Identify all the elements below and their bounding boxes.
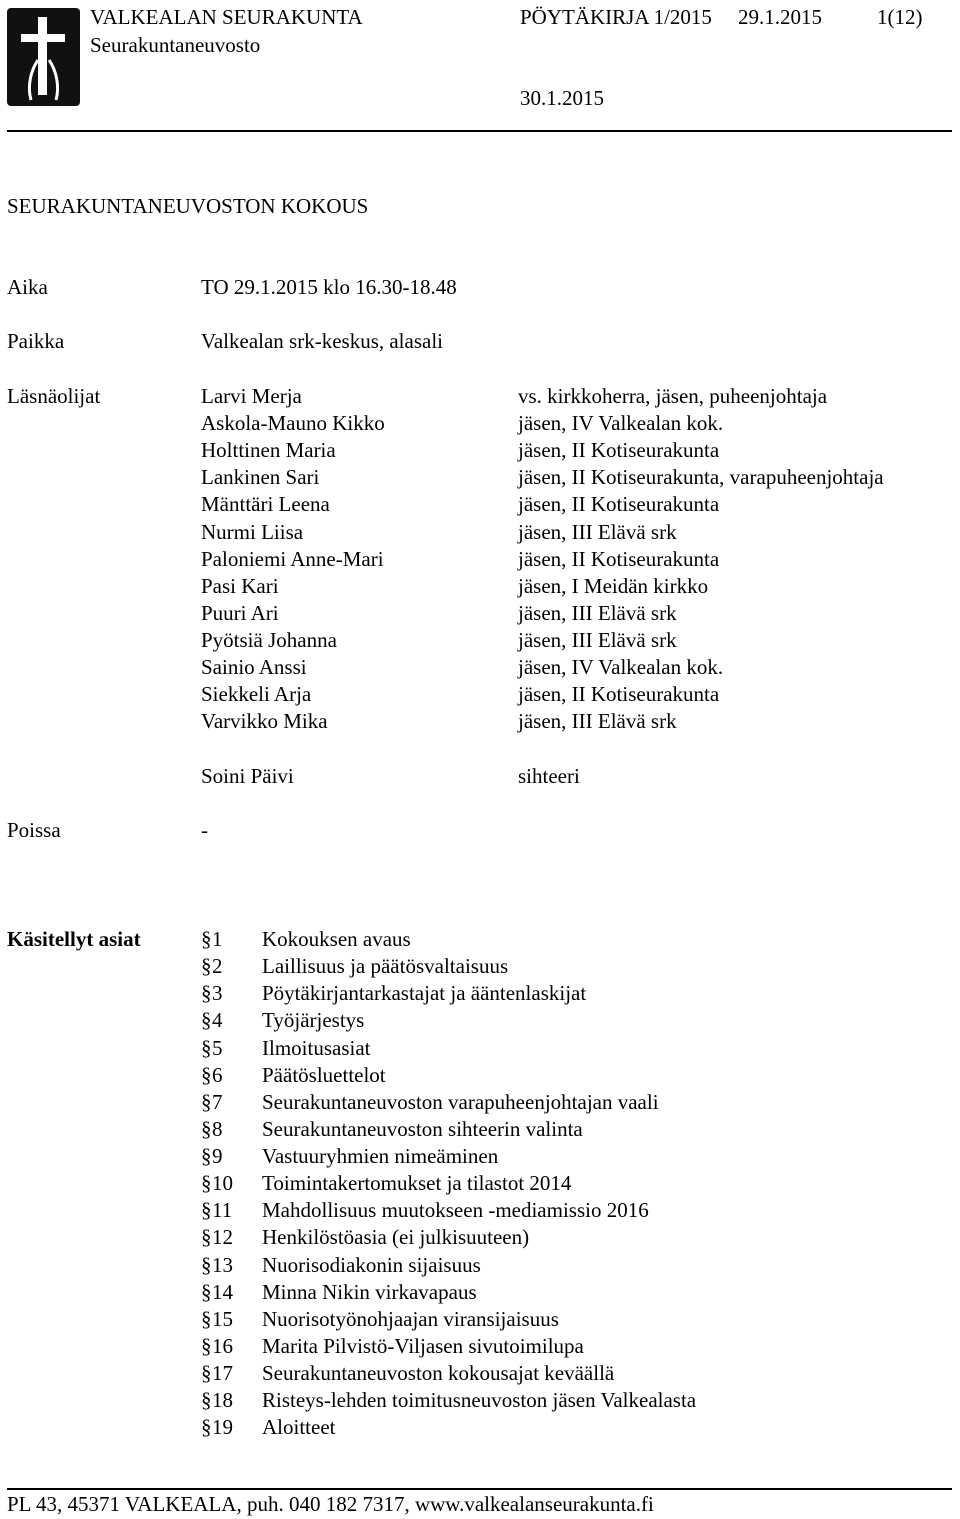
- agenda-item-text: Risteys-lehden toimitusneuvoston jäsen Valkealasta: [262, 1388, 697, 1413]
- attendee-role: jäsen, III Elävä srk: [518, 519, 677, 544]
- attendee-row: [0, 410, 960, 437]
- secretary-role: sihteeri: [518, 764, 580, 788]
- agenda-item-text: Laillisuus ja päätösvaltaisuus: [262, 954, 509, 979]
- section-sign: §: [201, 1415, 212, 1440]
- agenda-item-number: 5: [212, 1035, 223, 1060]
- church-cross-logo-icon: [7, 8, 80, 106]
- section-sign: §: [201, 927, 212, 951]
- footer-contact: PL 43, 45371 VALKEALA, puh. 040 182 7317, www.valkealanseurakunta.fi: [7, 1492, 654, 1516]
- agenda-item: [0, 926, 960, 953]
- attendee-name: Lankinen Sari: [201, 465, 320, 490]
- attendee-row: [0, 464, 960, 491]
- agenda-item-text: Henkilöstöasia (ei julkisuuteen): [262, 1225, 530, 1250]
- attendee-name: Nurmi Liisa: [201, 519, 304, 544]
- attendee-name: Holttinen Maria: [201, 438, 336, 463]
- attendee-row: [0, 546, 960, 573]
- attendee-role: jäsen, III Elävä srk: [518, 600, 677, 625]
- agenda-item-number: 11: [212, 1198, 233, 1223]
- place-value: Valkealan srk-keskus, alasali: [201, 329, 444, 353]
- agenda-item-number: 2: [212, 954, 223, 979]
- agenda-item-number: 19: [212, 1415, 233, 1440]
- section-sign: §: [201, 1361, 212, 1386]
- section-sign: §: [201, 1279, 212, 1304]
- agenda-item-text: Seurakuntaneuvoston kokousajat keväällä: [262, 1361, 615, 1386]
- agenda-item: [0, 1387, 960, 1414]
- attendee-name: Askola-Mauno Kikko: [201, 411, 385, 436]
- agenda-item-text: Toimintakertomukset ja tilastot 2014: [262, 1171, 572, 1196]
- attendee-row: [0, 383, 960, 410]
- section-sign: §: [201, 1062, 212, 1087]
- secretary-name: Soini Päivi: [201, 764, 294, 788]
- section-sign: §: [201, 1225, 212, 1250]
- agenda-item: [0, 1007, 960, 1034]
- agenda-item-number: 1: [212, 927, 223, 951]
- agenda-item-number: 7: [212, 1089, 223, 1114]
- agenda-label: Käsitellyt asiat: [7, 927, 141, 951]
- agenda-item-number: 4: [212, 1008, 223, 1033]
- attendee-role: jäsen, IV Valkealan kok.: [518, 411, 724, 436]
- header-divider: [7, 130, 952, 132]
- agenda-item-number: 6: [212, 1062, 223, 1087]
- attendee-role: jäsen, IV Valkealan kok.: [518, 655, 724, 679]
- attendee-row: [0, 708, 960, 735]
- present-label: Läsnäolijat: [7, 384, 101, 408]
- agenda-item-text: Minna Nikin virkavapaus: [262, 1279, 477, 1304]
- attendee-role: jäsen, II Kotiseurakunta: [518, 546, 720, 571]
- attendee-name: Mänttäri Leena: [201, 492, 330, 517]
- attendee-name: Larvi Merja: [201, 384, 302, 408]
- agenda-item: [0, 1306, 960, 1333]
- agenda-item: [0, 1279, 960, 1306]
- absent-label: Poissa: [7, 818, 61, 842]
- agenda-item: [0, 953, 960, 980]
- attendee-role: vs. kirkkoherra, jäsen, puheenjohtaja: [518, 384, 828, 408]
- place-label: Paikka: [7, 329, 65, 353]
- attendee-name: Siekkeli Arja: [201, 682, 312, 707]
- section-sign: §: [201, 1306, 212, 1331]
- attendee-row: [0, 681, 960, 708]
- agenda-item: [0, 1360, 960, 1387]
- agenda-item-number: 10: [212, 1171, 233, 1196]
- attendee-name: Sainio Anssi: [201, 655, 307, 679]
- section-sign: §: [201, 1144, 212, 1169]
- meeting-date: 29.1.2015: [738, 5, 822, 29]
- agenda-item: [0, 1170, 960, 1197]
- agenda-item-number: 8: [212, 1116, 223, 1141]
- attendee-role: jäsen, III Elävä srk: [518, 627, 677, 652]
- page-number: 1(12): [877, 5, 923, 29]
- agenda-item-text: Seurakuntaneuvoston varapuheenjohtajan vaali: [262, 1089, 659, 1114]
- attendee-role: jäsen, II Kotiseurakunta: [518, 682, 720, 707]
- body-name: Seurakuntaneuvosto: [90, 33, 261, 57]
- section-sign: §: [201, 1333, 212, 1358]
- section-sign: §: [201, 981, 212, 1006]
- agenda-item: [0, 1414, 960, 1441]
- agenda-item-number: 13: [212, 1252, 233, 1277]
- section-sign: §: [201, 954, 212, 979]
- agenda-item-number: 17: [212, 1361, 233, 1386]
- agenda-item-text: Nuorisotyönohjaajan viransijaisuus: [262, 1306, 559, 1331]
- agenda-item: [0, 980, 960, 1007]
- agenda-item-text: Kokouksen avaus: [262, 927, 411, 951]
- attendee-row: [0, 437, 960, 464]
- agenda-item-text: Marita Pilvistö-Viljasen sivutoimilupa: [262, 1333, 584, 1358]
- agenda-item-number: 12: [212, 1225, 233, 1250]
- time-label: Aika: [7, 275, 48, 299]
- section-sign: §: [201, 1388, 212, 1413]
- attendee-row: [0, 519, 960, 546]
- agenda-item-text: Seurakuntaneuvoston sihteerin valinta: [262, 1116, 583, 1141]
- attendee-row: [0, 654, 960, 681]
- attendee-role: jäsen, II Kotiseurakunta, varapuheenjohtaja: [518, 465, 884, 490]
- attendee-name: Pyötsiä Johanna: [201, 627, 337, 652]
- agenda-item-text: Mahdollisuus muutokseen -mediamissio 2016: [262, 1198, 649, 1223]
- attendee-name: Varvikko Mika: [201, 709, 328, 734]
- agenda-item-number: 9: [212, 1144, 223, 1169]
- attendee-role: jäsen, II Kotiseurakunta: [518, 438, 720, 463]
- agenda-item-number: 15: [212, 1306, 233, 1331]
- footer-divider: [7, 1488, 952, 1490]
- agenda-item-text: Työjärjestys: [262, 1008, 365, 1033]
- attendee-row: [0, 627, 960, 654]
- agenda-item: [0, 1089, 960, 1116]
- agenda-item: [0, 1224, 960, 1251]
- agenda-item-number: 18: [212, 1388, 233, 1413]
- agenda-item: [0, 1197, 960, 1224]
- section-sign: §: [201, 1198, 212, 1223]
- attendee-row: [0, 573, 960, 600]
- attendee-name: Pasi Kari: [201, 573, 279, 598]
- attendee-role: jäsen, I Meidän kirkko: [518, 573, 709, 598]
- section-sign: §: [201, 1171, 212, 1196]
- agenda-item-text: Vastuuryhmien nimeäminen: [262, 1144, 499, 1169]
- attendee-role: jäsen, II Kotiseurakunta: [518, 492, 720, 517]
- section-sign: §: [201, 1252, 212, 1277]
- agenda-item-text: Pöytäkirjantarkastajat ja ääntenlaskijat: [262, 981, 587, 1006]
- agenda-item-number: 14: [212, 1279, 233, 1304]
- agenda-item: [0, 1062, 960, 1089]
- agenda-item: [0, 1252, 960, 1279]
- org-name: VALKEALAN SEURAKUNTA: [90, 5, 363, 29]
- agenda-item: [0, 1035, 960, 1062]
- attendee-name: Puuri Ari: [201, 600, 279, 625]
- agenda-item: [0, 1116, 960, 1143]
- absent-value: -: [201, 818, 208, 842]
- agenda-item-number: 16: [212, 1333, 233, 1358]
- section-sign: §: [201, 1035, 212, 1060]
- section-sign: §: [201, 1116, 212, 1141]
- agenda-item-number: 3: [212, 981, 223, 1006]
- agenda-item-text: Ilmoitusasiat: [262, 1035, 371, 1060]
- document-title: SEURAKUNTANEUVOSTON KOKOUS: [7, 194, 369, 218]
- section-sign: §: [201, 1089, 212, 1114]
- agenda-item-text: Päätösluettelot: [262, 1062, 386, 1087]
- agenda-item: [0, 1333, 960, 1360]
- attendee-role: jäsen, III Elävä srk: [518, 709, 677, 734]
- agenda-item-text: Nuorisodiakonin sijaisuus: [262, 1252, 481, 1277]
- agenda-item-text: Aloitteet: [262, 1415, 336, 1440]
- attendee-row: [0, 491, 960, 518]
- agenda-item: [0, 1143, 960, 1170]
- section-sign: §: [201, 1008, 212, 1033]
- attendee-name: Paloniemi Anne-Mari: [201, 546, 384, 571]
- document-type: PÖYTÄKIRJA 1/2015: [520, 5, 712, 29]
- attendee-row: [0, 600, 960, 627]
- signed-date: 30.1.2015: [520, 86, 604, 110]
- time-value: TO 29.1.2015 klo 16.30-18.48: [201, 275, 457, 299]
